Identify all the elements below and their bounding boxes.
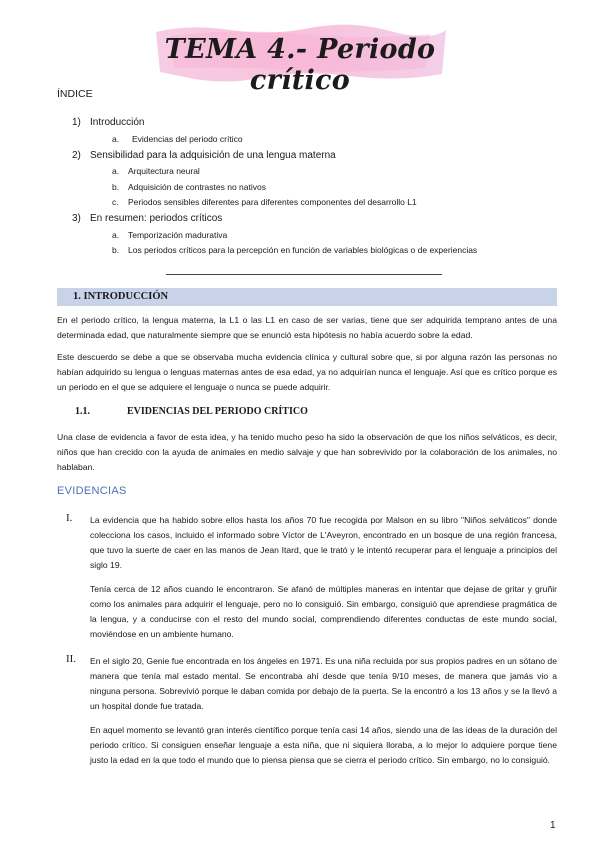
toc-label: Sensibilidad para la adquisición de una lengua materna [90,149,336,161]
toc-letter: a. [112,166,120,177]
subsection-number: 1.1. [75,406,90,417]
paragraph: Una clase de evidencia a favor de esta idea, y ha tenido mucho peso ha sido la observación de que los niños selváticos, es decir, niños que han crecido con la ayuda de animales en medio salvaje y que han sobrevivido por la colaboración de los animales, no hablaban. [57,432,557,472]
title-banner [150,22,450,96]
toc-subitem [72,131,552,147]
toc-item [72,210,552,227]
subsection-heading [75,406,308,417]
toc-label: En resumen: periodos críticos [90,213,223,224]
section-heading: 1. INTRODUCCIÓN [73,291,169,302]
toc-item [72,114,552,131]
toc-number: 3) [72,213,81,224]
toc-sublabel: Arquitectura neural [128,166,200,177]
toc-letter: b. [112,245,120,256]
roman-numeral: II. [66,653,77,665]
subsection-title: EVIDENCIAS DEL PERIODO CRÍTICO [127,406,308,417]
toc-letter: a. [112,133,120,144]
toc-sublabel: Los periodos críticos para la percepción en función de variables biológicas o de experiencias [128,245,478,256]
evidencias-heading: EVIDENCIAS [57,485,127,497]
divider-line [166,274,442,275]
paragraph: La evidencia que ha habido sobre ellos hasta los años 70 fue recogida por Malson en su libro "Niños selváticos" donde colecciona los casos, incluido el informado sobre Víctor de L'Aveyron, encontrado en un bosque de una región francesa, que tuvo la suerte de caer en las manos de Jean Itard, que le trató y le intentó recuperar para el lenguaje a principios del siglo 19. [90,515,557,570]
toc-number: 1) [72,117,81,128]
toc-sublabel: Periodos sensibles diferentes para diferentes componentes del desarrollo L1 [128,197,417,208]
section-heading-bar [57,288,557,306]
toc-number: 2) [72,149,81,161]
paragraph: En el siglo 20, Genie fue encontrada en los ángeles en 1971. Es una niña recluida por sus propios padres en un sótano de manera que tenía mal estado mental. Se encontraba ahí desde que tenía 9/10 meses, de manera que jamás vio a ninguna persona. Sobrevivió porque le daban comida por debajo de la puerta. Se la encontró a los 13 años y se la llevó a un hospital donde fue tratada. [90,656,557,711]
toc-subitem [72,164,552,180]
toc-sublabel: Evidencias del periodo crítico [132,133,243,144]
toc-subitem [72,195,552,211]
toc-label: Introducción [90,117,145,128]
paragraph: En aquel momento se levantó gran interés científico porque tenía casi 14 años, siendo una de las ideas de la duración del periodo crítico. Si consiguen enseñar lenguaje a esta niña, que ni siquiera lloraba, a lo mejor lo adquiere porque tiene justo la edad en la que todo el mundo que lo piensa piensa que se cierra el periodo crítico. Sin embargo, no lo consiguió. [90,725,557,765]
roman-numeral: I. [66,512,73,524]
toc-letter: b. [112,181,120,192]
toc-sublabel: Adquisición de contrastes no nativos [128,181,266,192]
paragraph: Este descuerdo se debe a que se observaba mucha evidencia clínica y cultural sobre que, si por alguna razón las personas no habían adquirido su lengua o lenguas maternas antes de esa edad, ya no adquirían nunca el lenguaje. Así que es crítico porque es un periodo en el que se adquiere el lenguaje o nunca se puede adquirir. [57,352,557,392]
toc-sublabel: Temporización madurativa [128,229,228,240]
toc-letter: a. [112,229,120,240]
toc-letter: c. [112,197,119,208]
page-title: TEMA 4.- Periodo crítico [164,34,436,96]
toc-subitem [72,227,552,243]
paragraph: Tenía cerca de 12 años cuando le encontraron. Se afanó de múltiples maneras en intentar que dejase de gritar y gruñir como los animales para adquirir el lenguaje, pero no lo consiguió. Sin embargo, consiguió que aprendiese pragmática de la lengua, y a conducirse con el resto del mundo social, comprendiendo diferentes conductas de este mundo social, moviéndose en un ambiente humano. [90,584,557,639]
toc-subitem [72,179,552,195]
paragraph: En el periodo crítico, la lengua materna, la L1 o las L1 en caso de ser varias, tiene que ser adquirida temprano antes de una determinada edad, que naturalmente siempre que se enunció esta hipótesis no había acuerdo sobre la edad. [57,315,557,340]
toc-item [72,147,552,164]
table-of-contents [72,114,552,258]
toc-subitem [72,243,552,259]
index-heading: ÍNDICE [57,88,93,100]
page-number: 1 [550,820,556,831]
